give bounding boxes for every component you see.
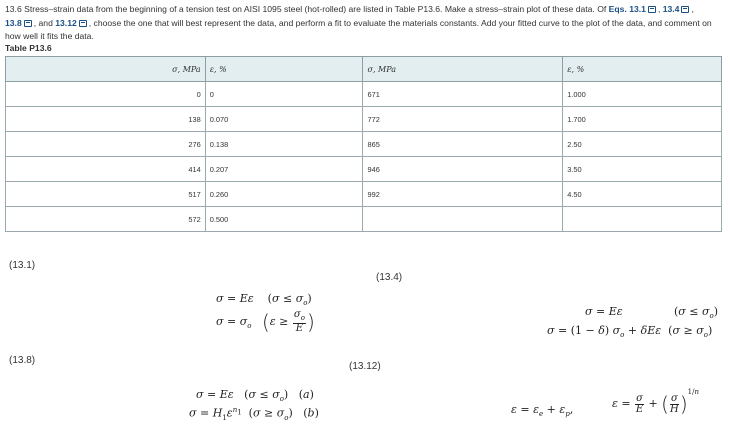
table-cell: 0 (205, 82, 363, 107)
table-row (6, 182, 722, 207)
eq-13-8-line-1: σ = Eε $(\sigma \le \sigma_o)$ (a) (196, 388, 314, 404)
table-cell: 671 (363, 82, 563, 107)
table-cell: 865 (363, 132, 563, 157)
eq-13-4-line-2: σ = (1 − δ) $\sigma_o + \delta E\varepsilon$ $(\sigma \ge \sigma_o)$ (547, 324, 713, 340)
table-cell: 1.000 (563, 82, 722, 107)
table-row (6, 157, 722, 182)
eq-13-4-link[interactable]: 13.4 (662, 4, 680, 14)
eq-13-12-label: (13.12) (349, 361, 381, 372)
separator: , (691, 4, 694, 14)
table-cell: 1.700 (563, 107, 722, 132)
data-table (5, 56, 722, 232)
eq-13-1-line-1: σ = Eε $(\sigma \le \sigma_o)$ (216, 292, 312, 308)
col-header-stress: σ, MPa (6, 57, 206, 82)
col-header-strain: ε, % (563, 57, 722, 82)
col-header-stress: σ, MPa (363, 57, 563, 82)
eq-13-8-link[interactable]: 13.8 (5, 17, 22, 28)
table-cell: 138 (6, 107, 206, 132)
table-cell: 772 (363, 107, 563, 132)
table-cell (363, 207, 563, 232)
table-cell: 0.500 (205, 207, 363, 232)
table-cell: 992 (363, 182, 563, 207)
table-cell: 0.207 (205, 157, 363, 182)
table-cell: 3.50 (563, 157, 722, 182)
table-row (6, 207, 722, 232)
col-header-strain: ε, % (205, 57, 363, 82)
eq-13-12-link[interactable]: 13.12 (55, 17, 77, 28)
table-row (6, 132, 722, 157)
problem-statement (5, 3, 723, 44)
table-row (6, 82, 722, 107)
external-link-icon[interactable] (79, 20, 87, 27)
table-header-row (6, 57, 722, 82)
problem-text-1: 13.6 Stress–strain data from the beginning of a tension test on AISI 1095 steel (hot-rolled) are listed in Table P13.6. Make a stress–strain plot of these data. Of (5, 4, 609, 14)
problem-text-2: , choose the one that will best represent the data, and perform a fit to evaluate the materials constants. Add your fitted curve to the plot of the data, and comment on how well it fits the data. (5, 17, 712, 41)
external-link-icon[interactable] (24, 20, 32, 27)
separator: , and (33, 17, 56, 28)
table-cell: 572 (6, 207, 206, 232)
eq-13-4-label: (13.4) (376, 272, 403, 283)
external-link-icon[interactable] (648, 6, 656, 13)
eq-13-12-right: ε = $\frac{\sigma}{E}$ + ( $\frac{\sigma}{H}$ )$^{1/n}$ (612, 388, 699, 416)
eq-13-1-link[interactable]: Eqs. 13.1 (608, 4, 646, 14)
eq-13-8-label: (13.8) (9, 355, 36, 366)
table-cell: 0.138 (205, 132, 363, 157)
eq-13-1-line-2: $\sigma = \sigma_o$ (ε ≥ $\frac{\sigma_o}{E}$ ) (216, 309, 315, 334)
table-cell: 517 (6, 182, 206, 207)
table-cell: 0.260 (205, 182, 363, 207)
table-cell (563, 207, 722, 232)
eq-13-1-label: (13.1) (9, 260, 36, 271)
separator: , (657, 4, 663, 14)
table-cell: 0 (6, 82, 206, 107)
table-cell: 0.070 (205, 107, 363, 132)
eq-13-12-left: $\varepsilon = \varepsilon_e + \varepsilon_p$, (511, 403, 574, 419)
eq-13-4-cond-1: $(\sigma \le \sigma_o)$ (674, 305, 719, 321)
table-cell: 4.50 (563, 182, 722, 207)
eq-13-8-line-2: $\sigma = H_1\varepsilon^{n_1}$ $(\sigma \ge \sigma_o)$ (b) (189, 406, 319, 422)
table-row (6, 107, 722, 132)
external-link-icon[interactable] (681, 6, 689, 13)
table-title: Table P13.6 (5, 43, 52, 53)
eq-13-4-line-1: σ = Eε (585, 305, 623, 318)
table-cell: 2.50 (563, 132, 722, 157)
table-cell: 276 (6, 132, 206, 157)
table-cell: 414 (6, 157, 206, 182)
table-cell: 946 (363, 157, 563, 182)
